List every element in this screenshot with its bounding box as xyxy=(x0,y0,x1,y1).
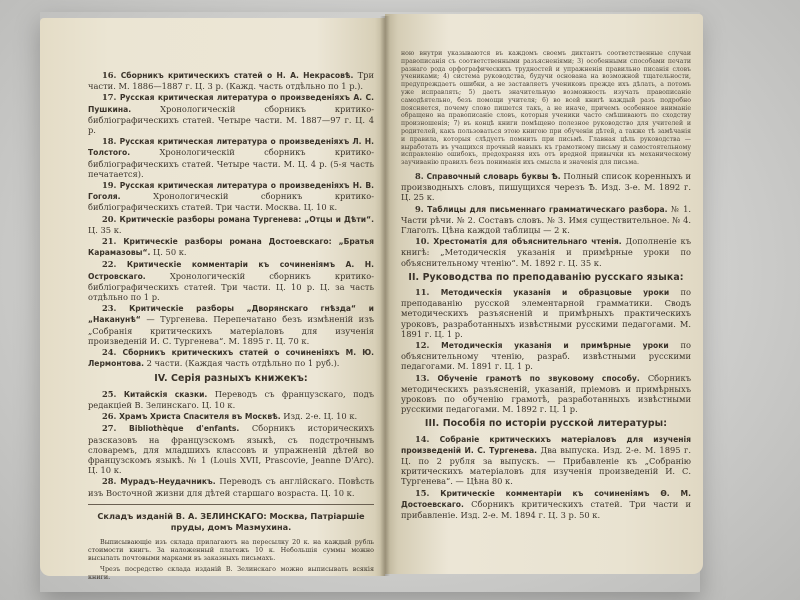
entry-text: Ц. 50 к. xyxy=(153,247,187,258)
intro-continuation-text: ною внутри указываются въ каждомъ своемъ диктантъ соответственные случаи правописанія съ соответственными разъясненіями; 3) особенными способами печати разнаго рода орфографическихъ трудностей и упражненія правильно писанія словъ учениками; 4) система руководства, будучи основана на возможной тщательности, предупреждаетъ ошибки, а не заставляетъ учениковъ прежде ихъ дѣлать, а потомъ уже исправлять; 5) даетъ значительную возможность изучать правописаніе самодѣятельно, безъ помощи учителя; 6) во всей книгѣ каждый разъ подробно поясняется, почему слово пишется такъ, а не иначе, причемъ особенное вниманіе обращено на правописаніе словъ, которыя ученики часто смѣшиваютъ по сходству произношенія; 7) въ концѣ книги помѣщено полезное руководство для учителей и родителей, какъ пользоваться этою книгою при обученіи дѣтей, а также тѣ замѣчанія и правила, которыя слѣдуетъ помнить при письмѣ. Главная цѣль руководства — выработать въ учащихся прочный навыкъ къ грамотному письму и самостоятельному исправленію ошибокъ, предохраняя ихъ отъ вредной привычки къ механическому заучиванію правилъ безъ пониманія ихъ смысла и значенія для письма. xyxy=(401,50,691,167)
entry-text: по объяснительному чтенію, разраб. извѣстными русскими педагогами. М. 1891 г. Ц. 1 р. xyxy=(401,340,692,372)
entry-title: Русская критическая литература о произведеніяхъ Л. Н. Толстого. xyxy=(88,137,375,158)
catalog-entry xyxy=(88,180,374,213)
catalog-entry xyxy=(401,171,691,203)
entry-number: 15. xyxy=(415,487,430,498)
entry-text: Полный список коренныхъ и производныхъ словъ, пишущихся черезъ Ѣ. Изд. 3-е. М. 1892 г. Ц. 25 к. xyxy=(401,170,691,203)
entry-number: 8. xyxy=(415,170,424,181)
entry-title: Методическія указанія и примѣрные уроки xyxy=(441,341,669,350)
entry-title: Таблицы для письменнаго грамматическаго разбора. xyxy=(427,204,668,214)
entry-title: Мурадъ-Неудачникъ. xyxy=(120,477,216,487)
entry-title: Критическіе разборы „Дворянскаго гнѣзда“ и „Наканунѣ“ xyxy=(88,304,374,325)
catalog-entry xyxy=(88,214,374,235)
section-iv-heading: IV. Серія разныхъ книжекъ: xyxy=(154,373,308,385)
entry-text: № 1. Части рѣчи. № 2. Составъ словъ. № 3. Имя существительное. № 4. Глаголъ. Цѣна каждой таблицы — 2 к. xyxy=(401,203,692,235)
entry-text: Три части. М. 1886—1887 г. Ц. 3 р. (Кажд. часть отдѣльно по 1 р.). xyxy=(88,70,375,92)
catalog-entry xyxy=(88,411,374,422)
entry-title: Критическіе разборы романа Тургенева: „Отцы и Дѣти“. xyxy=(119,214,374,224)
right-entries-list-b xyxy=(401,287,691,414)
right-page xyxy=(385,14,703,574)
entry-title: Bibliothèque d'enfants. xyxy=(129,424,240,434)
entry-number: 10. xyxy=(415,236,430,247)
entry-title: Хрестоматія для объяснительнаго чтенія. xyxy=(433,237,622,247)
catalog-entry xyxy=(401,340,691,372)
right-entries-list-c xyxy=(401,434,691,521)
catalog-entry xyxy=(88,423,374,475)
entry-number: 26. xyxy=(102,411,117,422)
left-page-content xyxy=(88,70,374,584)
entry-text: Два выпуска. Изд. 2-е. М. 1895 г. Ц. по 2 рубля за выпускъ. — Прибавленіе къ „Собранію критическихъ матеріаловъ для изученія произведеній И. С. Тургенева“. — Цѣна 80 к. xyxy=(401,444,691,487)
right-entries-list-a xyxy=(401,171,691,268)
catalog-entry xyxy=(401,236,691,268)
catalog-entry xyxy=(88,236,374,258)
entry-number: 18. xyxy=(102,136,117,147)
entry-title: Методическія указанія и образцовые уроки xyxy=(440,287,670,297)
entry-number: 28. xyxy=(102,476,117,487)
entry-text: Сборникъ методическихъ разъясненій, указаній, пріемовъ и примѣрныхъ уроковъ по обученію грамотѣ, разработанныхъ извѣстными русскими педагогами. М. 1892 г. Ц. 1 р. xyxy=(401,372,692,415)
entry-text: — Тургенева. Перепечатано безъ измѣненій изъ „Собранія критическихъ матеріаловъ для изученія произведеній И. С. Тургенева“. М. 1895 г. Ц. 70 к. xyxy=(88,314,375,346)
entry-title: Сборникъ критическихъ статей о Н. А. Некрасовѣ. xyxy=(120,71,354,80)
entry-title: Справочный словарь буквы Ѣ. xyxy=(426,171,561,181)
shipping-note: Выписывающіе изъ склада прилагаютъ на пересылку 20 к. на каждый рубль стоимости книгъ. За наложенный платежъ 10 к. Небольшія суммы можно высылать почтовыми марками въ заказныхъ письмахъ. xyxy=(88,537,374,562)
catalog-entry xyxy=(88,136,374,179)
entry-number: 12. xyxy=(415,340,430,350)
catalog-entry xyxy=(401,373,691,415)
entry-number: 11. xyxy=(415,286,430,297)
entry-title: Обученіе грамотѣ по звуковому способу. xyxy=(437,373,640,383)
catalog-entry xyxy=(88,92,374,135)
section-ii-heading: II. Руководства по преподаванію русскаго языка: xyxy=(408,271,684,283)
entry-text: Ц. 35 к. xyxy=(88,224,122,235)
entry-number: 27. xyxy=(102,423,117,434)
entry-number: 24. xyxy=(102,347,117,358)
entry-title: Русская критическая литература о произведеніяхъ Н. В. Гоголя. xyxy=(88,181,374,202)
entry-title: Храмъ Христа Спасителя въ Москвѣ. xyxy=(119,412,281,422)
entry-text: Хронологическій сборникъ критико-библіографическихъ статей. Четыре части. М. Ц. 4 р. (5-я часть печатается). xyxy=(88,147,375,179)
entry-title: Критическіе разборы романа Достоевскаго: „Братья Карамазовы“. xyxy=(88,237,374,258)
entry-number: 22. xyxy=(102,259,117,270)
catalog-entry xyxy=(401,204,691,236)
left-entries-list-b xyxy=(88,389,374,498)
book-spine xyxy=(380,16,390,576)
entry-number: 13. xyxy=(415,372,430,383)
publisher-shop-address: Складъ изданій В. А. ЗЕЛИНСКАГО: Москва, Патріаршіе пруды, домъ Мазмухина. xyxy=(97,510,365,532)
catalog-entry xyxy=(88,259,374,302)
entry-title: Китайскія сказки. xyxy=(123,389,208,399)
entry-number: 17. xyxy=(102,92,117,103)
catalog-entry xyxy=(401,488,691,521)
entry-text: Переводъ съ англійскаго. Повѣсть изъ Восточной жизни для дѣтей старшаго возраста. Ц. 10 к. xyxy=(88,476,374,498)
left-page xyxy=(40,18,385,581)
entry-title: Сборникъ критическихъ статей о сочиненіяхъ М. Ю. Лермонтова. xyxy=(88,348,374,369)
entry-text: 2 части. (Каждая часть отдѣльно по 1 руб.). xyxy=(146,358,340,369)
entry-title: Русская критическая литература о произведеніяхъ А. С. Пушкина. xyxy=(88,93,375,114)
entry-text: Хронологическій сборникъ критико-библіографическихъ статей. Три части. Москва. Ц. 10 к. xyxy=(88,191,375,213)
entry-number: 16. xyxy=(102,70,117,80)
entry-text: Переводъ съ французскаго, подъ редакціей В. Зелинскаго. Ц. 10 к. xyxy=(88,388,374,410)
divider xyxy=(88,504,374,505)
catalog-entry xyxy=(88,70,374,91)
ordering-note: Чрезъ посредство склада изданій В. Зелинскаго можно выписывать всякія книги. xyxy=(88,564,374,581)
catalog-entry xyxy=(88,347,374,369)
catalog-entry xyxy=(401,434,691,487)
entry-text: Хронологическій сборникъ критико-библіографическихъ статей. Три части. Ц. 10 р. Ц. за часть отдѣльно по 1 р. xyxy=(88,270,375,303)
entry-text: по преподаванію русской элементарной грамматики. Сводъ методическихъ разъясненій и примѣрныхъ практическихъ уроковъ, разработанныхъ извѣстными русскими педагогами. М. 1891 г. Ц. 1 р. xyxy=(401,286,691,339)
left-entries-list-a xyxy=(88,70,374,369)
catalog-entry xyxy=(88,389,374,410)
right-page-content xyxy=(401,50,691,521)
entry-number: 25. xyxy=(102,388,117,399)
entry-title: Критическіе комментаріи къ сочиненіямъ А. Н. Островскаго. xyxy=(88,260,374,281)
section-iii-heading: III. Пособія по исторіи русской литературы: xyxy=(424,418,668,430)
entry-number: 14. xyxy=(415,433,430,444)
entry-number: 19. xyxy=(102,180,117,191)
entry-title: Критическіе комментаріи къ сочиненіямъ Ѳ. М. Достоевскаго. xyxy=(401,488,691,509)
entry-text: Хронологическій сборникъ критико-библіографическихъ статей. Четыре части. М. 1887—97 г. Ц. 4 р. xyxy=(88,103,374,136)
entry-text: Сборникъ историческихъ разсказовъ на французскомъ языкѣ, съ подстрочнымъ словаремъ, для младшихъ классовъ и упражненій дѣтей во французскомъ языкѣ. № 1 (Louis XVII, Prascovie, Jeanne D'Arc). Ц. 10 к. xyxy=(88,423,374,476)
entry-number: 21. xyxy=(102,236,117,247)
entry-text: Изд. 2-е. Ц. 10 к. xyxy=(283,411,358,422)
catalog-entry xyxy=(401,287,691,339)
catalog-entry xyxy=(88,476,374,497)
entry-number: 20. xyxy=(102,213,117,224)
entry-number: 9. xyxy=(415,203,424,214)
catalog-entry xyxy=(88,303,374,346)
entry-text: Дополненіе къ книгѣ: „Методическія указанія и примѣрные уроки по объяснительному чтенію“. М. 1892 г. Ц. 35 к. xyxy=(401,236,692,268)
entry-text: Сборникъ критическихъ статей. Три части и прибавленіе. Изд. 2-е. М. 1894 г. Ц. 3 р. 50 к. xyxy=(401,498,691,521)
entry-title: Собраніе критическихъ матеріаловъ для изученія произведеній И. С. Тургенева. xyxy=(401,434,691,455)
entry-number: 23. xyxy=(102,303,117,314)
